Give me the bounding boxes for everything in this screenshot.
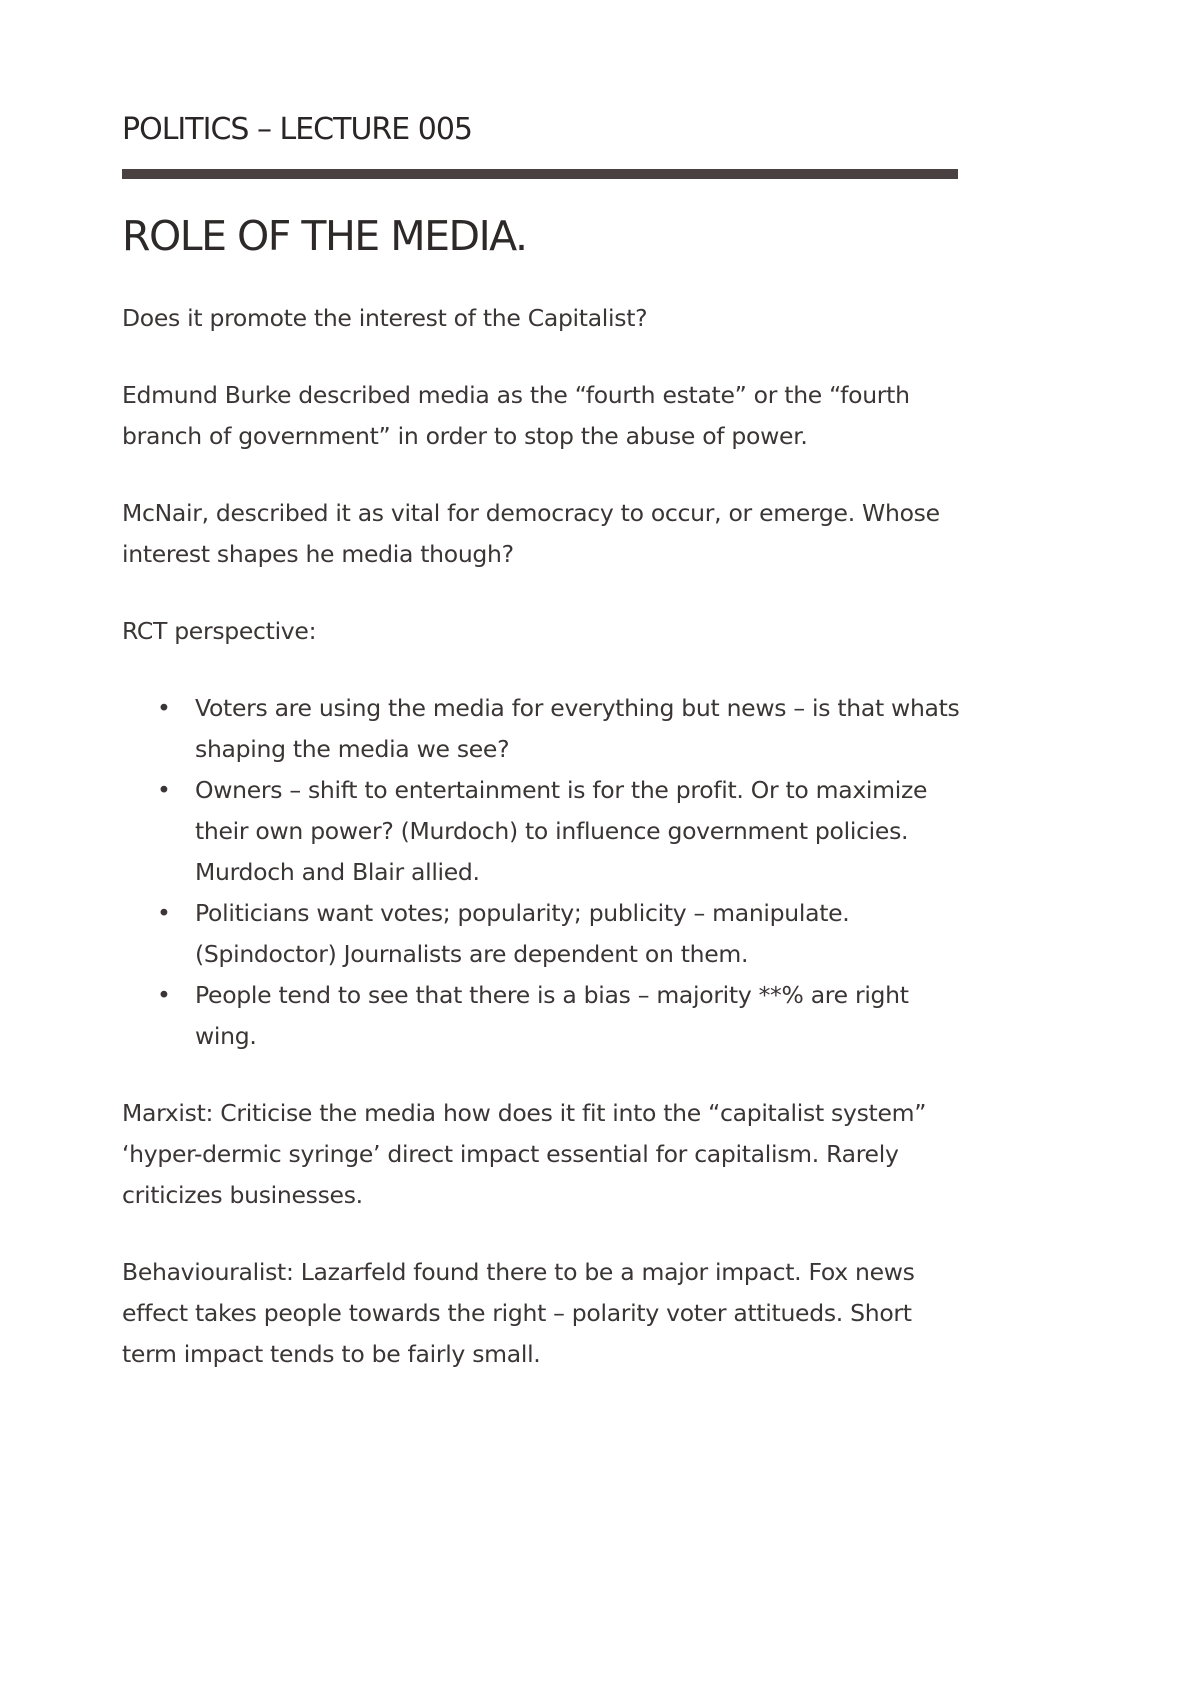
list-item [157,770,972,893]
bullet-icon: • [157,899,171,927]
section-heading: ROLE OF THE MEDIA. [122,212,527,260]
list-item [157,688,972,770]
paragraph-behaviouralist: Behaviouralist: Lazarfeld found there to be a major impact. Fox news effect takes people towards the right – polarity voter attitueds. Short term impact tends to be fairly small. [122,1258,915,1368]
lecture-title: POLITICS – LECTURE 005 [122,112,472,147]
rct-bullet-list [122,688,972,1057]
document-body [122,298,972,1411]
paragraph-rct-label: RCT perspective: [122,617,317,645]
list-item [157,893,972,975]
list-item-text: Politicians want votes; popularity; publicity – manipulate. (Spindoctor) Journalists are dependent on them. [195,899,850,968]
paragraph-marxist: Marxist: Criticise the media how does it fit into the “capitalist system” ‘hyper-dermic syringe’ direct impact essential for capitalism. Rarely criticizes businesses. [122,1099,927,1209]
bullet-icon: • [157,776,171,804]
paragraph-mcnair: McNair, described it as vital for democracy to occur, or emerge. Whose interest shapes he media though? [122,499,940,568]
list-item-text: Voters are using the media for everything but news – is that whats shaping the media we see? [195,694,960,763]
list-item [157,975,972,1057]
bullet-icon: • [157,981,171,1009]
bullet-icon: • [157,694,171,722]
title-divider [122,169,958,179]
paragraph-question: Does it promote the interest of the Capitalist? [122,304,648,332]
list-item-text: Owners – shift to entertainment is for the profit. Or to maximize their own power? (Murdoch) to influence government policies. Murdoch and Blair allied. [195,776,928,886]
paragraph-burke: Edmund Burke described media as the “fourth estate” or the “fourth branch of government” in order to stop the abuse of power. [122,381,910,450]
list-item-text: People tend to see that there is a bias – majority **% are right wing. [195,981,909,1050]
